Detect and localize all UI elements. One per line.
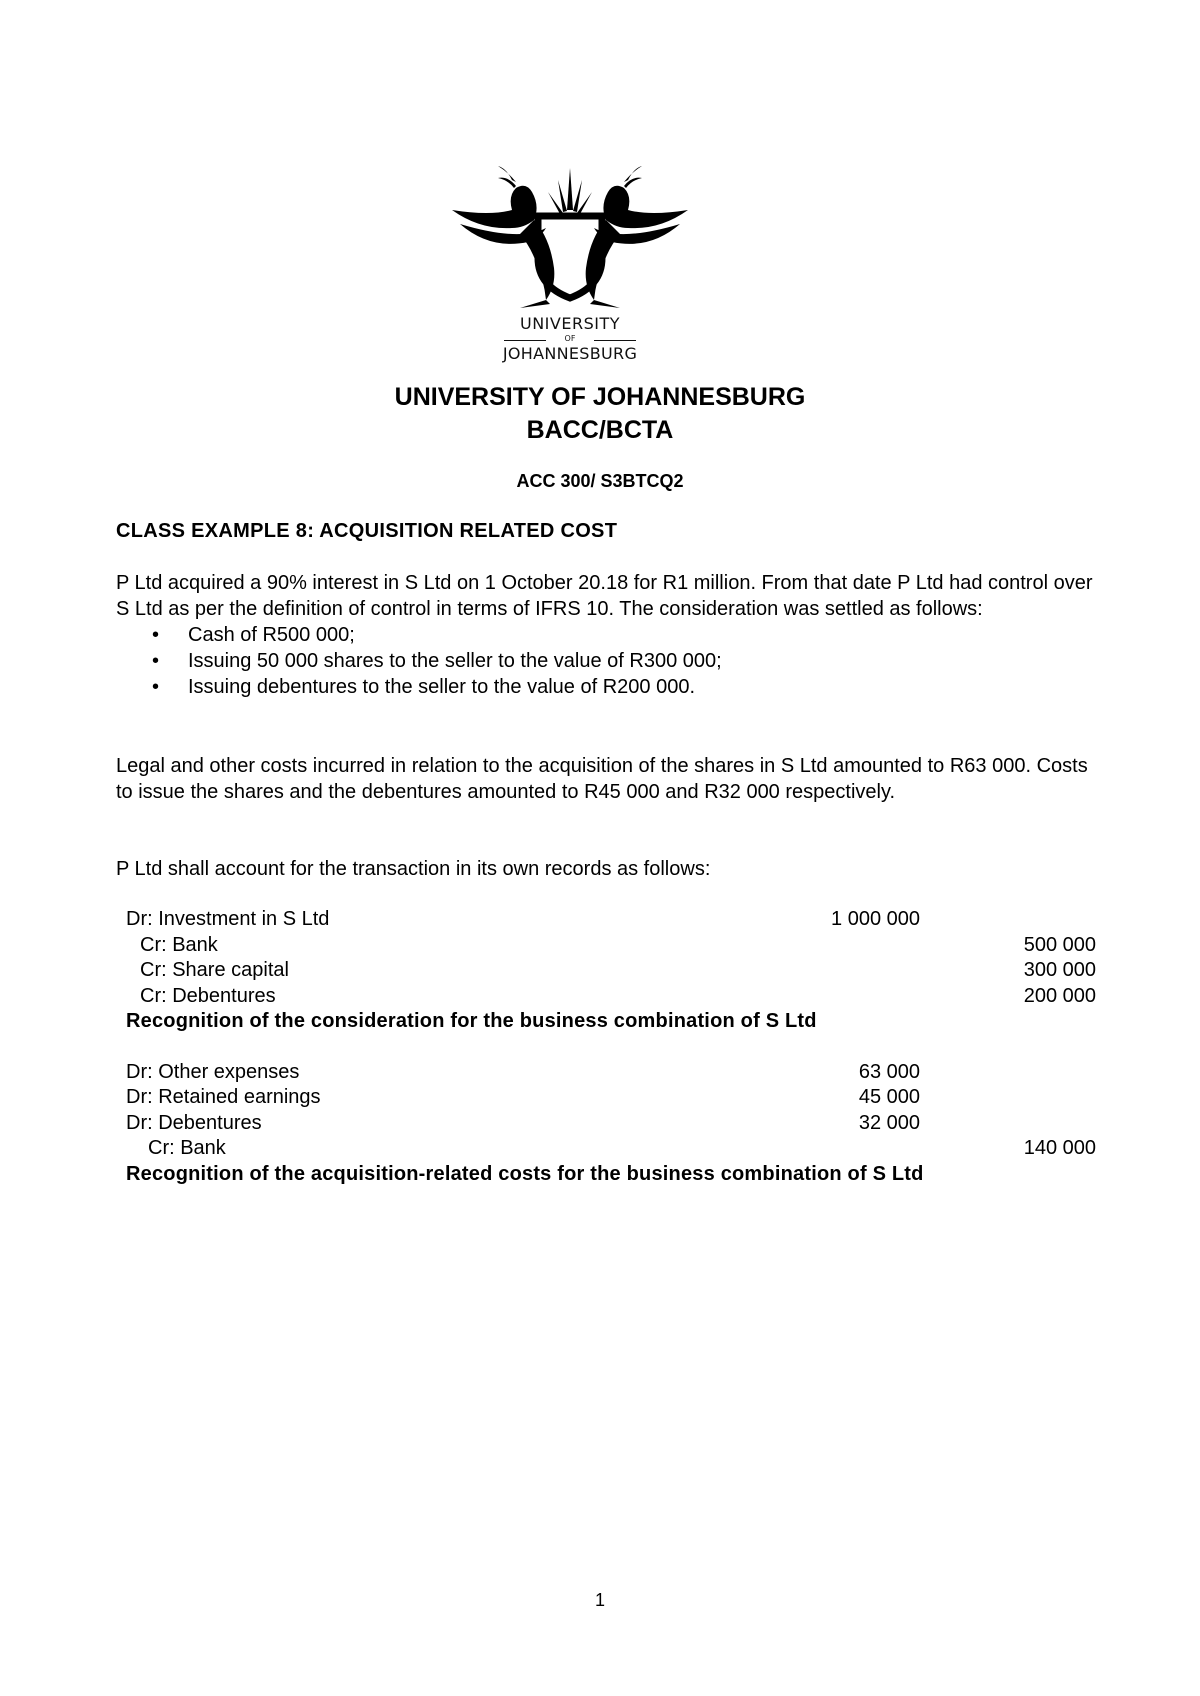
journal-entries [126, 907, 1096, 1187]
course-code: ACC 300/ S3BTCQ2 [516, 471, 684, 491]
journal-row [126, 984, 1096, 1010]
logo-text-of: OF [564, 334, 576, 343]
journal-narration-row [126, 1009, 1096, 1035]
logo-text-johannesburg: JOHANNESBURG [502, 344, 638, 363]
journal-row [126, 1060, 1096, 1086]
journal-row [126, 907, 1096, 933]
debit-amount: 1 000 000 [831, 908, 920, 930]
journal-row [126, 1085, 1096, 1111]
journal-narration-row [126, 1162, 1096, 1188]
account-name: Dr: Investment in S Ltd [126, 908, 330, 930]
list-item: • Cash of R500 000; [116, 622, 1106, 648]
accounting-intro: P Ltd shall account for the transaction in its own records as follows: [116, 858, 711, 880]
example-title: CLASS EXAMPLE 8: ACQUISITION RELATED COST [116, 520, 618, 542]
account-name: Cr: Bank [148, 1137, 226, 1159]
journal-row [126, 933, 1096, 959]
crest-icon [450, 158, 690, 308]
programme-heading: BACC/BCTA [526, 416, 674, 444]
account-name: Dr: Other expenses [126, 1060, 300, 1083]
journal-narration: Recognition of the acquisition-related costs for the business combination of S Ltd [126, 1162, 924, 1185]
intro-section [116, 570, 1106, 700]
journal-row [126, 1111, 1096, 1137]
credit-amount: 140 000 [1023, 1137, 1096, 1159]
debit-amount: 32 000 [858, 1111, 920, 1134]
account-name: Cr: Share capital [140, 959, 289, 981]
debit-amount: 63 000 [858, 1060, 920, 1083]
university-logo [450, 158, 690, 368]
credit-amount: 200 000 [1023, 984, 1096, 1007]
list-item: • Issuing 50 000 shares to the seller to the value of R300 000; [116, 648, 1106, 674]
account-name: Dr: Retained earnings [126, 1086, 321, 1108]
page-number: 1 [594, 1590, 605, 1610]
university-heading: UNIVERSITY OF JOHANNESBURG [394, 383, 806, 411]
account-name: Dr: Debentures [126, 1111, 262, 1134]
journal-narration: Recognition of the consideration for the business combination of S Ltd [126, 1010, 817, 1032]
journal-row [126, 1136, 1096, 1162]
list-item: • Issuing debentures to the seller to the value of R200 000. [116, 674, 1106, 700]
logo-text-university: UNIVERSITY [520, 314, 620, 333]
costs-paragraph: Legal and other costs incurred in relation to the acquisition of the shares in S Ltd amounted to R63 000. Costs to issue the shares and the debentures amounted to R45 000 and R32 000 respectively. [116, 755, 1088, 803]
consideration-list [116, 622, 1106, 700]
credit-amount: 300 000 [1023, 959, 1096, 981]
intro-paragraph: P Ltd acquired a 90% interest in S Ltd on 1 October 20.18 for R1 million. From that date P Ltd had control over S Ltd as per the definition of control in terms of IFRS 10. The consideration was settled as follows: [116, 572, 1093, 620]
logo-divider-right [594, 340, 636, 341]
entry-spacer [126, 1035, 1096, 1060]
account-name: Cr: Bank [140, 933, 218, 956]
debit-amount: 45 000 [858, 1086, 920, 1108]
account-name: Cr: Debentures [140, 984, 276, 1007]
journal-row [126, 958, 1096, 984]
credit-amount: 500 000 [1023, 933, 1096, 956]
